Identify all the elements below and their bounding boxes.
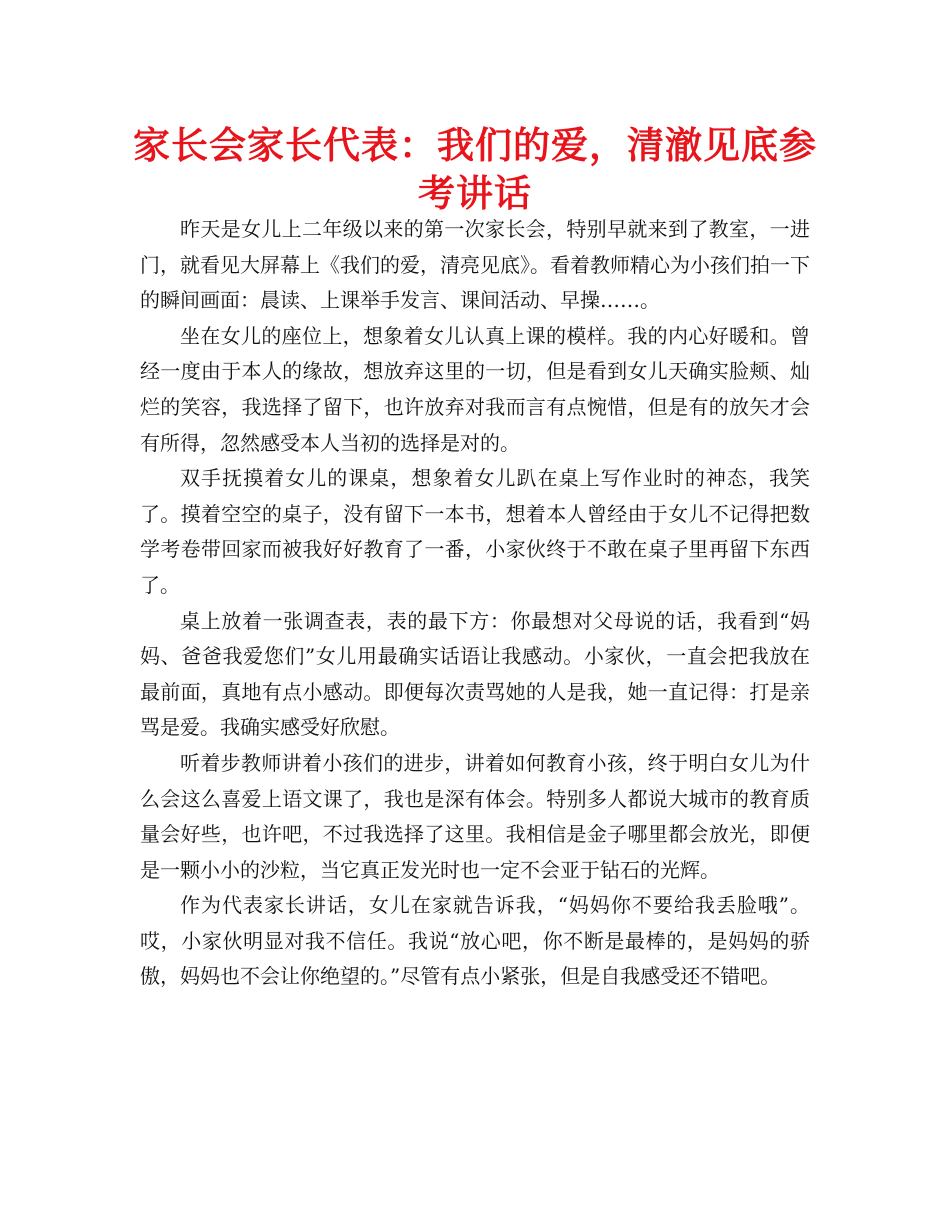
paragraph-5: 听着步教师讲着小孩们的进步，讲着如何教育小孩，终于明白女儿为什么会这么喜爱上语文课了，我也是深有体会。特别多人都说大城市的教育质量会好些，也许吧，不过我选择了这里。我相信是金子哪里都会放光，即便是一颗小小的沙粒，当它真正发光时也一定不会亚于钻石的光辉。 (140, 750, 810, 882)
document-title: 家长会家长代表：我们的爱，清澈见底参考讲话 (133, 124, 817, 215)
document-body (140, 212, 810, 995)
paragraph-2: 坐在女儿的座位上，想象着女儿认真上课的模样。我的内心好暖和。曾经一度由于本人的缘故，想放弃这里的一切，但是看到女儿天确实脸颊、灿烂的笑容，我选择了留下，也许放弃对我而言有点惋惜，但是有的放矢才会有所得，忽然感受本人当初的选择是对的。 (140, 323, 810, 455)
paragraph-4: 桌上放着一张调查表，表的最下方：你最想对父母说的话，我看到“妈妈、爸爸我爱您们”女儿用最确实话语让我感动。小家伙，一直会把我放在最前面，真地有点小感动。即便每次责骂她的人是我，她一直记得：打是亲骂是爱。我确实感受好欣慰。 (140, 608, 810, 740)
paragraph-6: 作为代表家长讲话，女儿在家就告诉我，“妈妈你不要给我丢脸哦”。哎，小家伙明显对我不信任。我说“放心吧，你不断是最棒的，是妈妈的骄傲，妈妈也不会让你绝望的。”尽管有点小紧张，但是自我感受还不错吧。 (140, 893, 810, 989)
paragraph-3: 双手抚摸着女儿的课桌，想象着女儿趴在桌上写作业时的神态，我笑了。摸着空空的桌子，没有留下一本书，想着本人曾经由于女儿不记得把数学考卷带回家而被我好好教育了一番，小家伙终于不敢在桌子里再留下东西了。 (140, 466, 810, 597)
paragraph-1: 昨天是女儿上二年级以来的第一次家长会，特别早就来到了教室，一进门，就看见大屏幕上《我们的爱，清亮见底》。看着教师精心为小孩们拍一下的瞬间画面：晨读、上课举手发言、课间活动、早操……。 (140, 217, 810, 313)
